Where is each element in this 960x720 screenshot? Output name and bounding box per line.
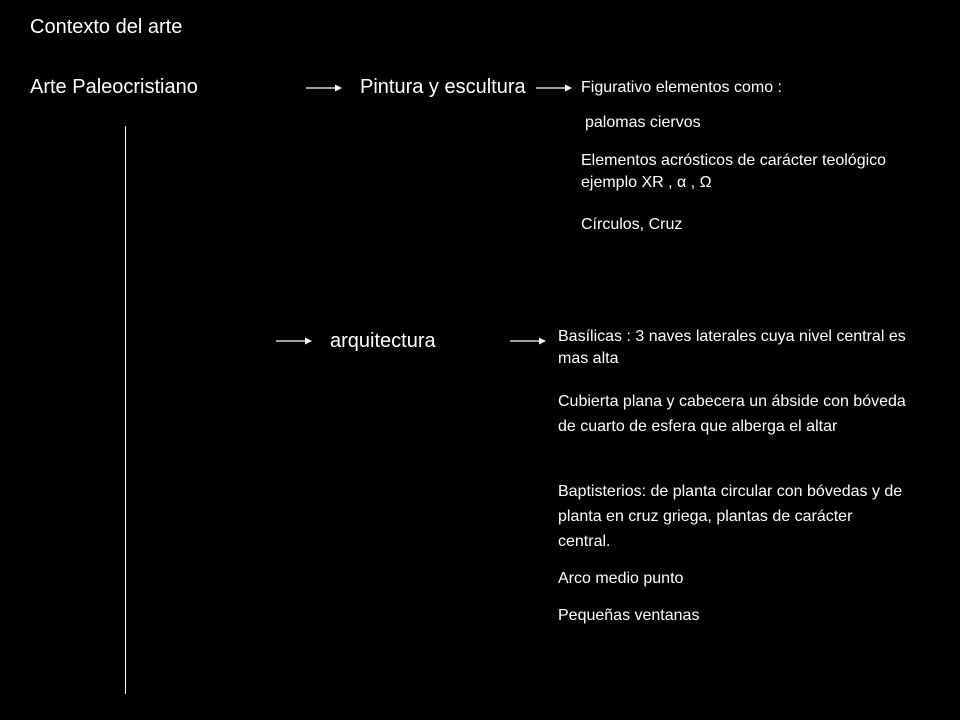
arrow-right-icon — [276, 336, 312, 346]
root-node: Arte Paleocristiano — [30, 76, 198, 98]
arrow-right-icon — [536, 83, 572, 93]
painting-item: palomas ciervos — [585, 114, 701, 131]
architecture-item: Arco medio punto — [558, 570, 684, 587]
vertical-connector — [125, 126, 126, 694]
page-title: Contexto del arte — [30, 16, 183, 38]
architecture-item: Baptisterios: de planta circular con bóvedas y de planta en cruz griega, plantas de carácter central. — [558, 483, 903, 550]
architecture-item: Cubierta plana y cabecera un ábside con bóveda de cuarto de esfera que alberga el altar — [558, 393, 906, 435]
painting-item: Elementos acrósticos de carácter teológico ejemplo XR , α , Ω — [581, 152, 887, 191]
architecture-item: Basílicas : 3 naves laterales cuya nivel central es mas alta — [558, 328, 906, 367]
branch-painting-label: Pintura y escultura — [360, 76, 526, 98]
painting-item: Figurativo elementos como : — [581, 79, 782, 96]
arrow-right-icon — [306, 83, 342, 93]
architecture-item: Pequeñas ventanas — [558, 607, 700, 624]
branch-architecture-label: arquitectura — [330, 330, 436, 352]
arrow-right-icon — [510, 336, 546, 346]
painting-item: Círculos, Cruz — [581, 216, 683, 233]
